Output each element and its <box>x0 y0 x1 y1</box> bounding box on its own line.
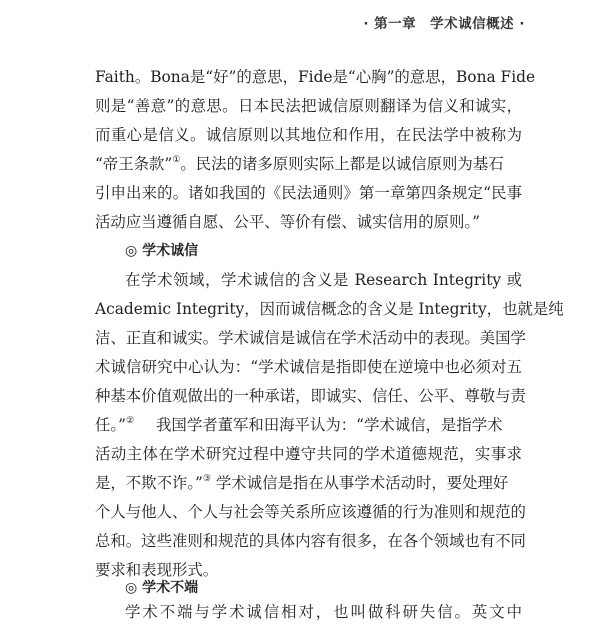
text-line: Faith。Bona是“好”的意思，Fide是“心胸”的意思，Bona Fide <box>95 68 536 86</box>
chapter-label: 第一章 <box>374 16 417 32</box>
footnote-marker: ③ <box>202 474 211 484</box>
text-line: 在学术领域，学术诚信的含义是 Research Integrity 或 <box>125 271 522 289</box>
text-line: 要求和表现形式。 <box>95 561 219 579</box>
text-line: 活动主体在学术研究过程中遵守共同的学术道德规范，实事求 <box>95 445 522 463</box>
text-line: 洁、正直和诚实。学术诚信是诚信在学术活动中的表现。美国学 <box>95 329 526 347</box>
text-line: 是，不欺不诈。”③ 学术诚信是指在从事学术活动时，要处理好 <box>95 474 509 492</box>
text-line: 种基本价值观做出的一种承诺，即诚实、信任、公平、尊敬与责 <box>95 387 526 405</box>
text-line: 个人与他人、个人与社会等关系所应该遵循的行为准则和规范的 <box>95 503 526 521</box>
running-header <box>363 12 525 32</box>
text-line: Academic Integrity，因而诚信概念的含义是 Integrity，也就是纯 <box>95 300 564 318</box>
text-line: 引申出来的。诸如我国的《民法通则》第一章第四条规定“民事 <box>95 184 522 202</box>
header-bullet-right: · <box>519 16 525 32</box>
section-heading: ◎ 学术诚信 <box>125 243 199 259</box>
header-bullet-left: · <box>363 16 369 32</box>
footnote-marker: ① <box>172 155 181 165</box>
section-heading: ◎ 学术不端 <box>125 580 199 596</box>
text-line: “帝王条款”①。民法的诸多原则实际上都是以诚信原则为基石 <box>95 155 504 173</box>
text-line: 术诚信研究中心认为：“学术诚信是指即使在逆境中也必须对五 <box>95 358 522 376</box>
footnote-marker: ② <box>125 416 135 426</box>
chapter-title: 学术诚信概述 <box>430 16 515 32</box>
text-line: 而重心是信义。诚信原则以其地位和作用，在民法学中被称为 <box>95 126 522 144</box>
text-line: 总和。这些准则和规范的具体内容有很多，在各个领域也有不同 <box>95 532 526 550</box>
text-line: 活动应当遵循自愿、公平、等价有偿、诚实信用的原则。” <box>95 213 480 231</box>
text-line: 学术不端与学术诚信相对，也叫做科研失信。英文中 <box>125 603 522 621</box>
heading-marker: ◎ <box>125 243 138 259</box>
heading-marker: ◎ <box>125 580 138 596</box>
text-line: 任。”② 我国学者董军和田海平认为：“学术诚信，是指学术 <box>95 416 503 434</box>
text-line: 则是“善意”的意思。日本民法把诚信原则翻译为信义和诚实， <box>95 97 522 115</box>
